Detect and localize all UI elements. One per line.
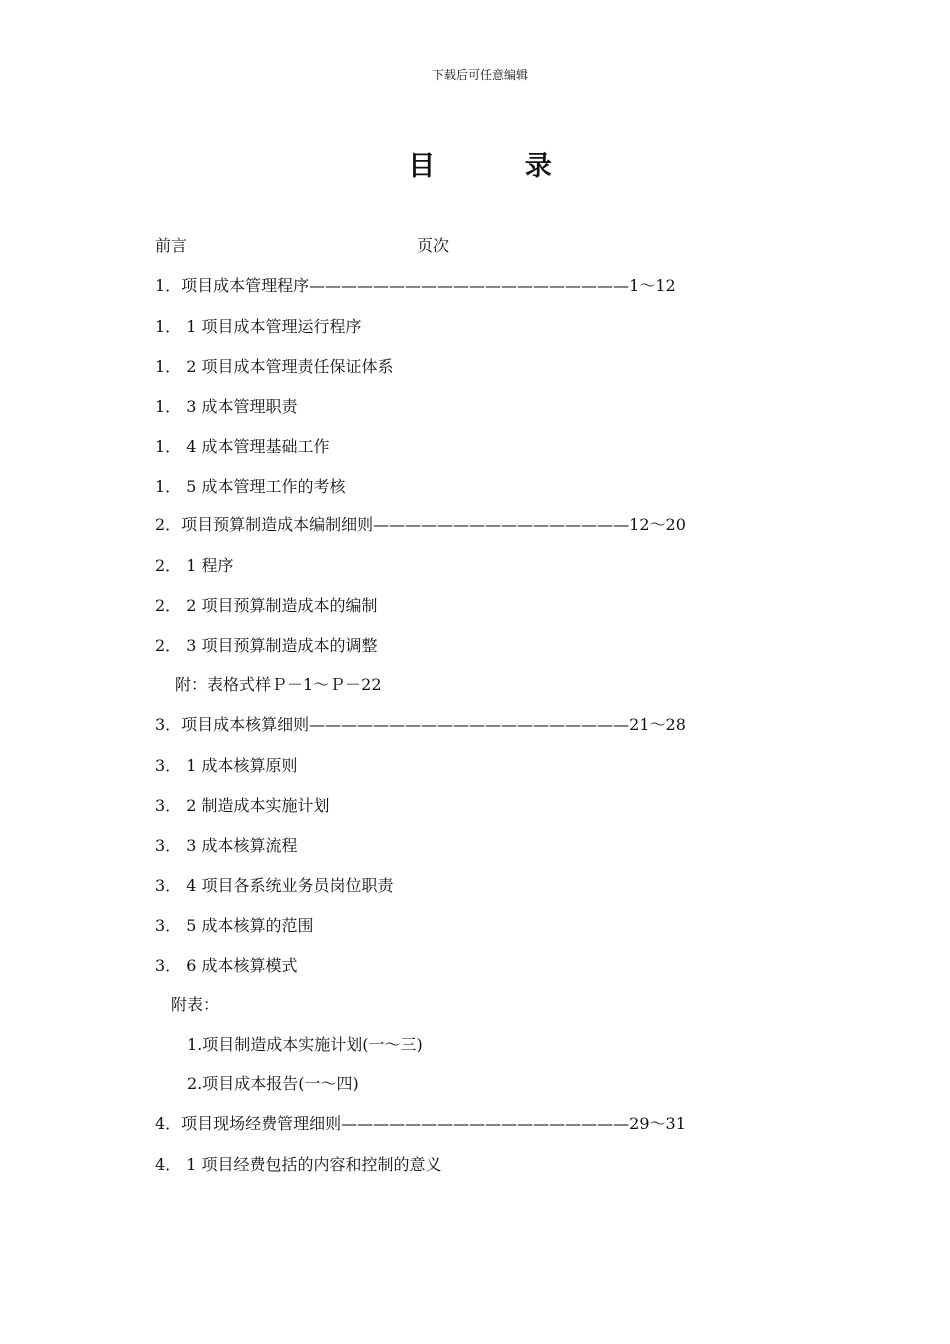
- toc-entry: 2． 2 项目预算制造成本的编制: [155, 596, 378, 615]
- toc-entry: 2． 1 程序: [155, 556, 234, 575]
- toc-entry-appendix: 附：表格式样Ｐ－1～Ｐ－22: [175, 675, 382, 694]
- toc-entry: 3． 6 成本核算模式: [155, 956, 298, 975]
- toc-entry-appendix-item: 1.项目制造成本实施计划(一～三): [187, 1035, 423, 1054]
- toc-entry: 1．项目成本管理程序————————————————————1～12: [155, 276, 676, 295]
- toc-entry: 1． 4 成本管理基础工作: [155, 437, 330, 456]
- toc-entry-appendix-item: 2.项目成本报告(一～四): [187, 1074, 359, 1093]
- page-header-note: 下载后可任意编辑: [431, 68, 528, 82]
- toc-entry: 1． 3 成本管理职责: [155, 397, 298, 416]
- toc-entry: 1． 2 项目成本管理责任保证体系: [155, 357, 394, 376]
- toc-entry-appendix: 附表：: [171, 995, 220, 1014]
- toc-heading-row: [155, 236, 475, 256]
- toc-entry: 3． 4 项目各系统业务员岗位职责: [155, 876, 394, 895]
- toc-entry: 4． 1 项目经费包括的内容和控制的意义: [155, 1155, 442, 1174]
- toc-entry: 4．项目现场经费管理细则——————————————————29～31: [155, 1114, 686, 1133]
- toc-entry: 3． 5 成本核算的范围: [155, 916, 314, 935]
- toc-entry: 2． 3 项目预算制造成本的调整: [155, 636, 378, 655]
- toc-entry: 3． 1 成本核算原则: [155, 756, 298, 775]
- toc-entry: 2．项目预算制造成本编制细则————————————————12～20: [155, 515, 686, 534]
- toc-entry: 1． 5 成本管理工作的考核: [155, 477, 346, 496]
- toc-entry: 3． 2 制造成本实施计划: [155, 796, 330, 815]
- toc-entry: 1． 1 项目成本管理运行程序: [155, 317, 362, 336]
- toc-entry: 3． 3 成本核算流程: [155, 836, 298, 855]
- pages-column-label: 页次: [417, 236, 450, 255]
- toc-entry: 3．项目成本核算细则————————————————————21～28: [155, 715, 686, 734]
- toc-title: 目 录: [408, 151, 592, 182]
- preface-label: 前言: [155, 236, 188, 255]
